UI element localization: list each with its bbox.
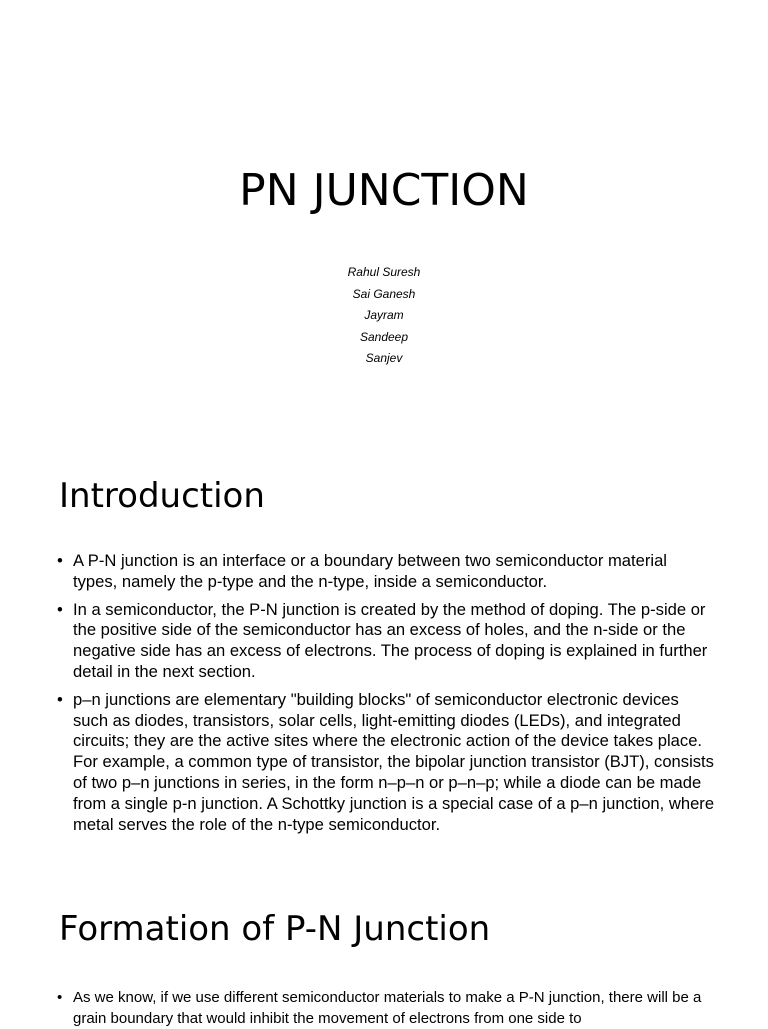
author-name: Rahul Suresh: [347, 265, 421, 279]
introduction-bullet-list: [57, 551, 715, 842]
author-name: Sai Ganesh: [352, 286, 416, 301]
author-list: [0, 262, 768, 370]
author-name: Sandeep: [359, 329, 409, 344]
author-name: Jayram: [364, 308, 404, 323]
bullet-point-icon: •: [57, 989, 63, 1006]
page-title: PN JUNCTION: [239, 165, 529, 216]
bullet-text: As we know, if we use different semiconductor materials to make a P-N junction, there will be a grain boundary that would inhibit the movement of electrons from one side to: [73, 989, 702, 1027]
bullet-item: [57, 600, 715, 683]
formation-bullet-list: [57, 987, 715, 1029]
bullet-point-icon: •: [57, 599, 63, 619]
bullet-point-icon: •: [57, 551, 63, 570]
bullet-point-icon: •: [57, 689, 63, 709]
bullet-item: [57, 551, 715, 593]
author-name: Sanjev: [365, 351, 403, 366]
introduction-heading: Introduction: [59, 476, 265, 516]
bullet-text: A P-N junction is an interface or a boundary between two semiconductor material types, namely the p-type and the n-type, inside a semiconductor.: [73, 551, 667, 591]
formation-heading: Formation of P-N Junction: [59, 909, 491, 949]
bullet-text: p–n junctions are elementary "building blocks" of semiconductor electronic devices such as diodes, transistors, solar cells, light-emitting diodes (LEDs), and integrated circuits; they are the active sites where the electronic action of the device takes place. For example, a common type of transistor, the bipolar junction transistor (BJT), consists of two p–n junctions in series, in the form n–p–n or p–n–p; while a diode can be made from a single p-n junction. A Schottky junction is a special case of a p–n junction, where metal serves the role of the n-type semiconductor.: [73, 689, 715, 834]
bullet-item: [57, 690, 715, 836]
bullet-item: [57, 987, 715, 1029]
bullet-text: In a semiconductor, the P-N junction is created by the method of doping. The p-side or the positive side of the semiconductor has an excess of holes, and the n-side or the negative side has an excess of electrons. The process of doping is explained in further detail in the next section.: [73, 599, 708, 681]
